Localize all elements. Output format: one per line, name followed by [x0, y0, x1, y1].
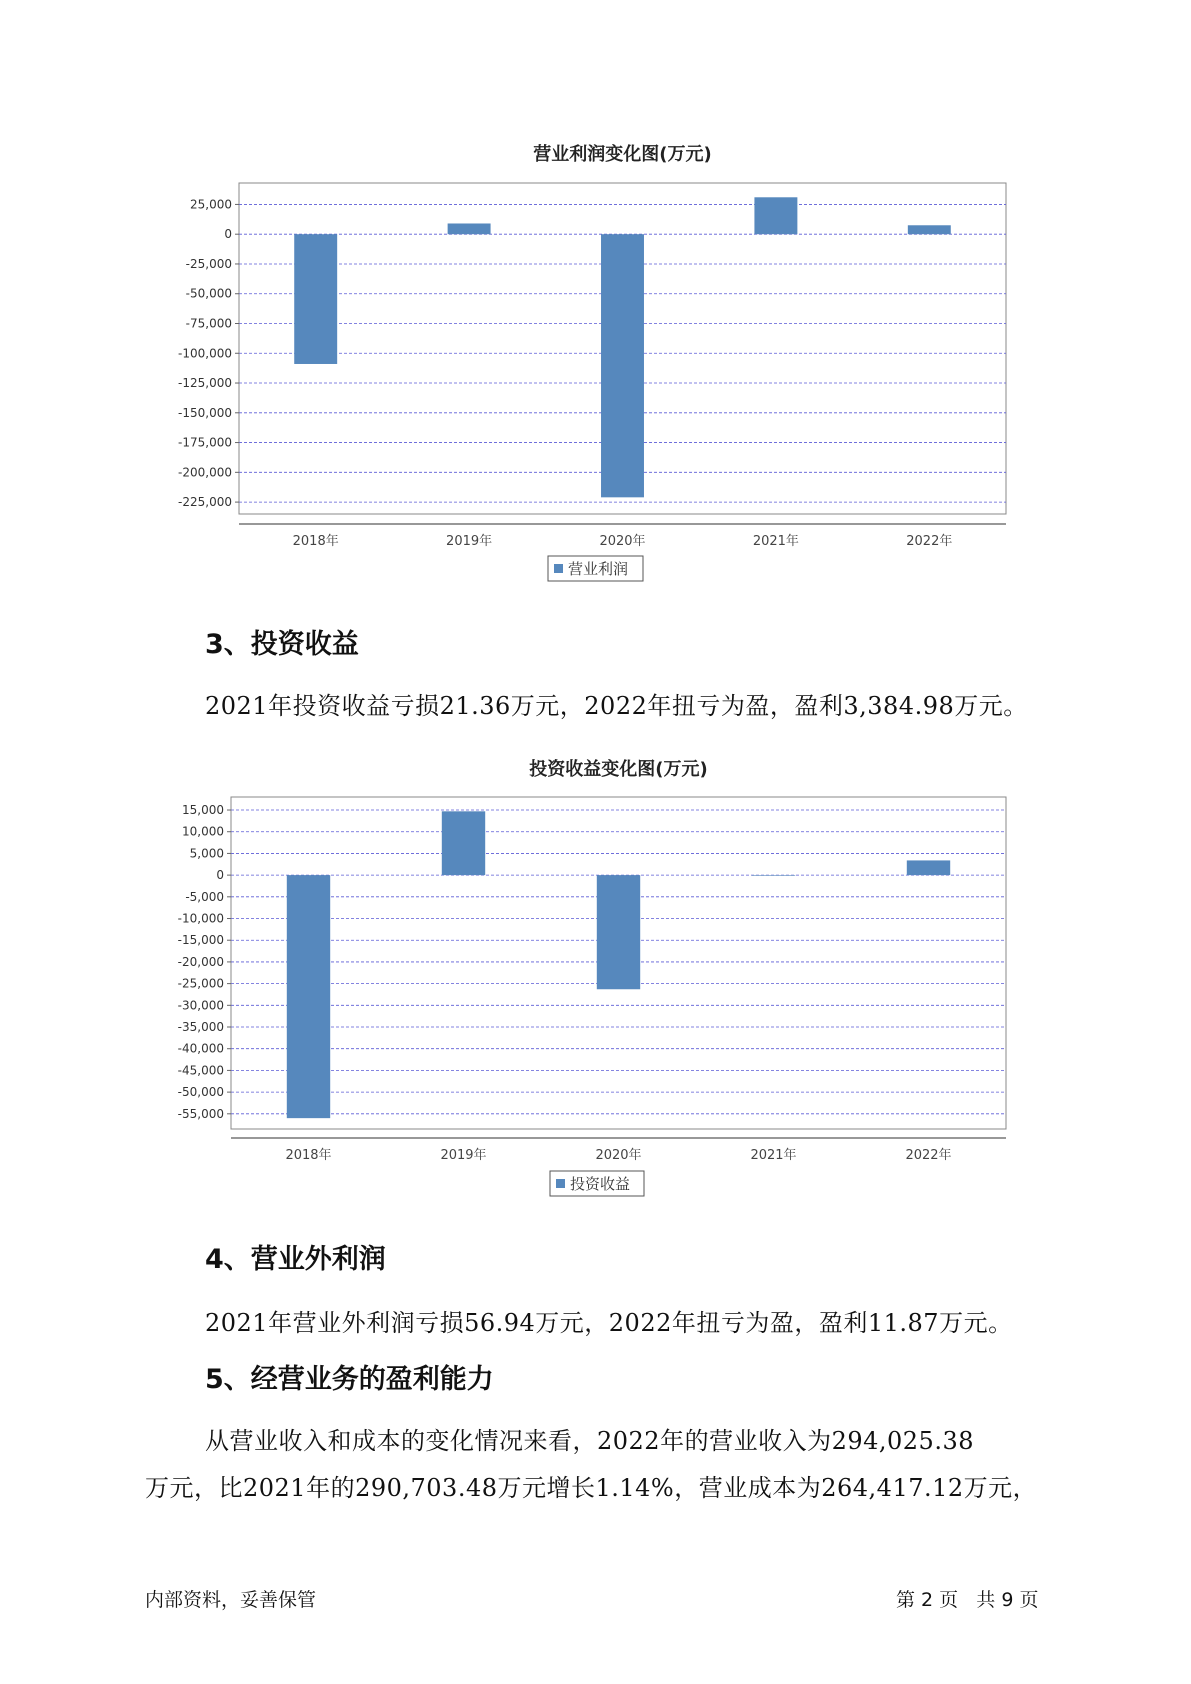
section-5-paragraph-line-2: 万元，比2021年的290,703.48万元增长1.14%，营业成本为264,417.12万元， — [145, 1474, 1038, 1502]
x-tick-label: 2018年 — [285, 1148, 332, 1163]
y-tick-label: 5,000 — [189, 846, 224, 861]
y-tick-label: -10,000 — [177, 911, 224, 926]
y-tick-label: -30,000 — [177, 998, 224, 1013]
bar — [907, 860, 950, 875]
section-5-paragraph-line-1: 从营业收入和成本的变化情况来看，2022年的营业收入为294,025.38 — [205, 1427, 974, 1455]
bar — [597, 875, 640, 989]
x-tick-label: 2021年 — [752, 534, 799, 549]
y-tick-label: -25,000 — [185, 256, 232, 271]
y-tick-label: -200,000 — [178, 465, 232, 480]
legend-swatch — [556, 1179, 565, 1188]
x-tick-label: 2021年 — [750, 1148, 797, 1163]
y-tick-label: 0 — [224, 227, 232, 242]
bar — [442, 811, 485, 875]
footer-confidential-note: 内部资料，妥善保管 — [145, 1589, 317, 1611]
footer-page-number: 第 2 页 共 9 页 — [896, 1589, 1039, 1611]
legend-label: 投资收益 — [570, 1175, 631, 1193]
x-tick-label: 2020年 — [595, 1148, 642, 1163]
chart-title: 营业利润变化图(万元) — [533, 144, 712, 165]
y-tick-label: -225,000 — [178, 495, 232, 510]
y-tick-label: -125,000 — [178, 376, 232, 391]
y-tick-label: -5,000 — [185, 889, 224, 904]
legend-label: 营业利润 — [568, 560, 629, 578]
x-tick-label: 2019年 — [446, 534, 493, 549]
y-tick-label: -100,000 — [178, 346, 232, 361]
x-tick-label: 2018年 — [292, 534, 339, 549]
y-tick-label: -175,000 — [178, 435, 232, 450]
y-tick-label: -40,000 — [177, 1041, 224, 1056]
y-tick-label: -150,000 — [178, 405, 232, 420]
x-tick-label: 2020年 — [599, 534, 646, 549]
y-tick-label: -50,000 — [177, 1085, 224, 1100]
y-tick-label: -75,000 — [185, 316, 232, 331]
bar — [287, 875, 330, 1118]
y-tick-label: 25,000 — [190, 197, 232, 212]
y-tick-label: -35,000 — [177, 1020, 224, 1035]
y-tick-label: 0 — [216, 868, 224, 883]
y-tick-label: -20,000 — [177, 954, 224, 969]
section-5-heading: 5、经营业务的盈利能力 — [205, 1364, 494, 1395]
section-4-paragraph: 2021年营业外利润亏损56.94万元，2022年扭亏为盈，盈利11.87万元。 — [205, 1309, 1013, 1337]
chart-title: 投资收益变化图(万元) — [529, 759, 708, 780]
y-tick-label: -50,000 — [185, 286, 232, 301]
y-tick-label: 15,000 — [182, 803, 224, 818]
y-tick-label: 10,000 — [182, 824, 224, 839]
section-3-heading: 3、投资收益 — [205, 629, 359, 660]
section-4-heading: 4、营业外利润 — [205, 1244, 386, 1275]
x-tick-label: 2022年 — [905, 1148, 952, 1163]
y-tick-label: -25,000 — [177, 976, 224, 991]
bar — [752, 875, 795, 876]
section-3-paragraph: 2021年投资收益亏损21.36万元，2022年扭亏为盈，盈利3,384.98万元。 — [205, 692, 1028, 720]
x-tick-label: 2022年 — [906, 534, 953, 549]
y-tick-label: -55,000 — [177, 1106, 224, 1121]
y-tick-label: -45,000 — [177, 1063, 224, 1078]
x-tick-label: 2019年 — [440, 1148, 487, 1163]
y-tick-label: -15,000 — [177, 933, 224, 948]
